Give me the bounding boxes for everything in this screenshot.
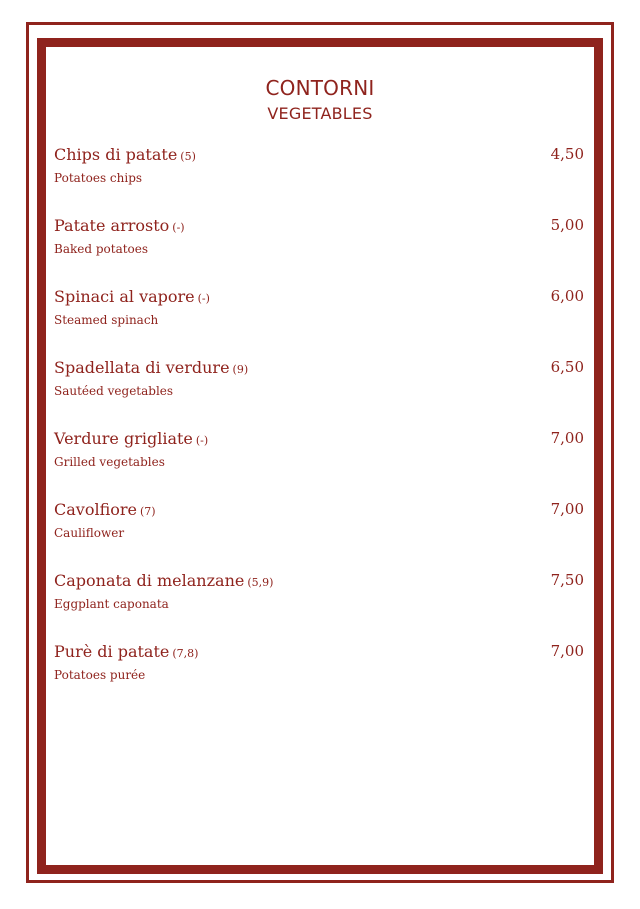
item-translation: Grilled vegetables <box>54 455 165 469</box>
menu-list <box>54 145 584 713</box>
item-price: 7,00 <box>550 500 584 518</box>
menu-item <box>54 500 584 571</box>
item-price: 7,00 <box>550 642 584 660</box>
item-name: Patate arrosto <box>54 216 170 235</box>
item-name-line <box>54 145 196 164</box>
menu-item <box>54 216 584 287</box>
item-price: 7,00 <box>550 429 584 447</box>
item-price: 5,00 <box>550 216 584 234</box>
item-name: Purè di patate <box>54 642 170 661</box>
item-name: Spadellata di verdure <box>54 358 230 377</box>
item-allergens: (7,8) <box>172 647 199 660</box>
item-allergens: (7) <box>140 505 156 518</box>
item-name-line <box>54 216 185 235</box>
item-name: Cavolfiore <box>54 500 137 519</box>
menu-subtitle: VEGETABLES <box>267 104 373 123</box>
item-translation: Cauliflower <box>54 526 125 540</box>
item-price: 6,50 <box>550 358 584 376</box>
item-allergens: (5) <box>180 150 196 163</box>
item-price: 6,00 <box>550 287 584 305</box>
menu-title: CONTORNI <box>265 76 375 100</box>
menu-item <box>54 429 584 500</box>
item-name-line <box>54 571 273 590</box>
item-allergens: (9) <box>232 363 249 376</box>
item-translation: Sautéed vegetables <box>54 384 174 398</box>
item-name: Chips di patate <box>54 145 178 164</box>
item-name: Spinaci al vapore <box>54 287 195 306</box>
item-allergens: (-) <box>195 434 209 447</box>
item-translation: Steamed spinach <box>54 313 159 327</box>
menu-item <box>54 145 584 216</box>
item-price: 4,50 <box>550 145 584 163</box>
item-name-line <box>54 642 198 661</box>
item-name-line <box>54 429 208 448</box>
item-name: Caponata di melanzane <box>54 571 245 590</box>
menu-item <box>54 642 584 713</box>
menu-item <box>54 358 584 429</box>
item-translation: Potatoes chips <box>54 171 143 185</box>
item-name-line <box>54 287 210 306</box>
item-allergens: (-) <box>172 221 185 234</box>
item-name-line <box>54 500 156 519</box>
item-translation: Eggplant caponata <box>54 597 169 611</box>
menu-item <box>54 287 584 358</box>
item-translation: Potatoes purée <box>54 668 146 682</box>
item-allergens: (5,9) <box>247 576 274 589</box>
item-price: 7,50 <box>550 571 584 589</box>
item-name-line <box>54 358 248 377</box>
item-name: Verdure grigliate <box>54 429 193 448</box>
item-allergens: (-) <box>197 292 210 305</box>
item-translation: Baked potatoes <box>54 242 149 256</box>
menu-item <box>54 571 584 642</box>
